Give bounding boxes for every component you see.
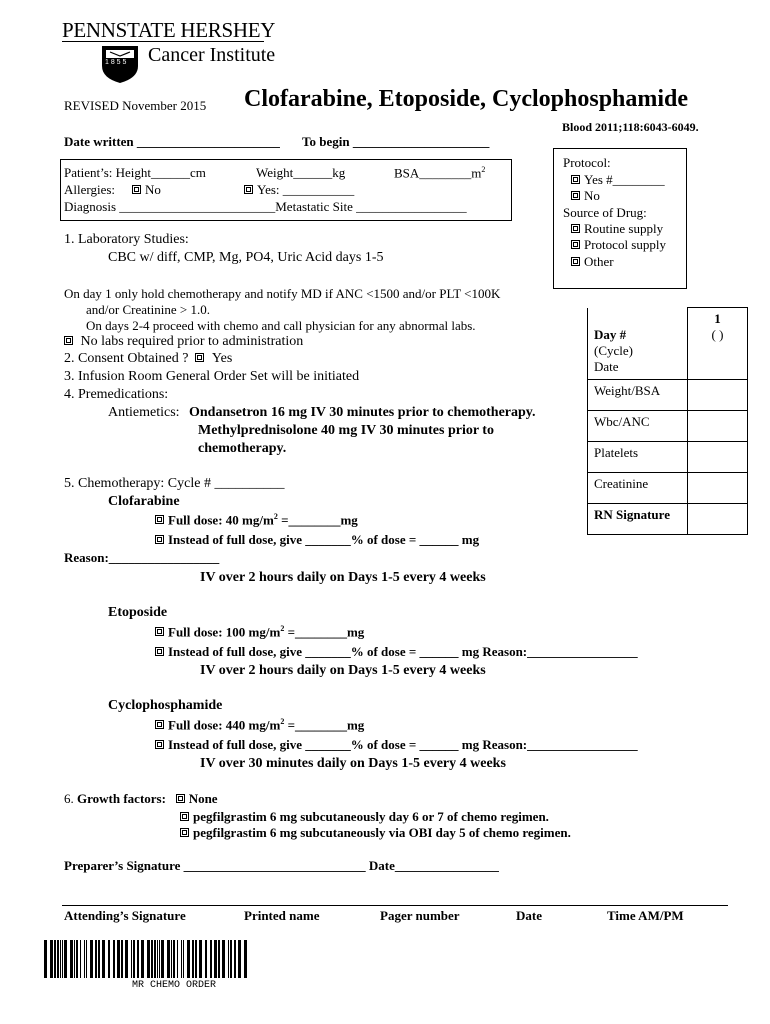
allergies-no-option[interactable]: [132, 182, 161, 198]
barcode-bar: [173, 940, 175, 978]
labs-hold-2: and/or Creatinine > 1.0.: [86, 302, 210, 317]
checkbox-icon[interactable]: [571, 240, 580, 249]
premed-line-3: chemotherapy.: [198, 441, 287, 456]
clofarabine-reason-field[interactable]: Reason:_________________: [64, 550, 220, 565]
page-title: Clofarabine, Etoposide, Cyclophosphamide: [244, 86, 689, 112]
barcode-bar: [137, 940, 139, 978]
protocol-label: Protocol:: [563, 155, 611, 170]
premed-line-1: Ondansetron 16 mg IV 30 minutes prior to chemotherapy.: [189, 405, 536, 420]
barcode-bar: [234, 940, 236, 978]
growth-none-label: None: [188, 791, 218, 806]
wbc-anc-row-label: Wbc/ANC: [588, 411, 688, 442]
barcode-bar: [161, 940, 164, 978]
source-protocol-label: Protocol supply: [584, 237, 666, 252]
checkbox-icon[interactable]: [195, 353, 204, 362]
diagnosis-field[interactable]: Diagnosis ________________________Metastatic Site _________________: [64, 199, 467, 214]
labs-heading: 1. Laboratory Studies:: [64, 232, 189, 247]
barcode-bar: [50, 940, 53, 978]
growth-number: 6.: [64, 791, 74, 806]
barcode-bar: [125, 940, 128, 978]
barcode-bar: [181, 940, 182, 978]
barcode-bar: [205, 940, 207, 978]
antiemetics-label: Antiemetics:: [108, 405, 180, 420]
checkbox-icon[interactable]: [571, 257, 580, 266]
dose-unit-sup: 2: [280, 624, 285, 633]
checkbox-icon[interactable]: [155, 627, 164, 636]
barcode-bar: [64, 940, 67, 978]
barcode-bar: [102, 940, 105, 978]
logo-rule: [62, 41, 264, 42]
barcode-bar: [86, 940, 87, 978]
barcode-bar: [90, 940, 93, 978]
barcode-bar: [177, 940, 178, 978]
premed-line-2: Methylprednisolone 40 mg IV 30 minutes prior to: [198, 423, 494, 438]
etoposide-instead-option[interactable]: [155, 644, 638, 660]
checkbox-icon[interactable]: [155, 647, 164, 656]
rn-signature-row-label: RN Signature: [588, 504, 688, 535]
no-labs-option[interactable]: [64, 334, 303, 350]
rn-signature-cell[interactable]: [688, 504, 748, 535]
source-other-option[interactable]: [571, 254, 614, 270]
source-routine-option[interactable]: [571, 221, 663, 237]
day-number-label: Day #: [594, 326, 627, 342]
date-row-label: Date: [594, 358, 619, 374]
allergies-label: Allergies:: [64, 182, 116, 197]
checkbox-icon[interactable]: [244, 185, 253, 194]
bsa-field[interactable]: [394, 165, 485, 181]
checkbox-icon[interactable]: [155, 740, 164, 749]
creatinine-cell[interactable]: [688, 473, 748, 504]
barcode-bar: [113, 940, 115, 978]
growth-option-2[interactable]: [180, 825, 571, 841]
barcode-bar: [151, 940, 153, 978]
barcode-bar: [121, 940, 123, 978]
clofarabine-full-dose-label: Full dose: 40 mg/m: [168, 512, 274, 528]
barcode-bar: [199, 940, 202, 978]
dose-unit-sup: 2: [280, 717, 285, 726]
consent-row: [64, 351, 232, 367]
barcode-bar: [159, 940, 160, 978]
protocol-no-option[interactable]: [571, 188, 600, 204]
barcode-bar: [238, 940, 241, 978]
cycle-label: (Cycle): [594, 342, 633, 358]
barcode-bar: [157, 940, 158, 978]
etoposide-full-dose-label: Full dose: 100 mg/m: [168, 624, 281, 640]
allergies-yes-option[interactable]: [244, 182, 354, 198]
barcode-bar: [108, 940, 110, 978]
day-1-cycle-blank: ( ): [711, 327, 724, 342]
chemo-heading: 5. Chemotherapy: Cycle # __________: [64, 476, 285, 491]
checkbox-icon[interactable]: [155, 720, 164, 729]
checkbox-icon[interactable]: [571, 175, 580, 184]
barcode-icon: [42, 940, 248, 984]
creatinine-row-label: Creatinine: [588, 473, 688, 504]
barcode-bar: [70, 940, 73, 978]
university-seal-icon: [100, 44, 140, 84]
protocol-yes-option[interactable]: [571, 172, 665, 188]
cyclophosphamide-dose-blank[interactable]: =________mg: [284, 717, 365, 733]
barcode-bar: [171, 940, 172, 978]
barcode-bar: [222, 940, 225, 978]
barcode-bar: [74, 940, 75, 978]
etoposide-dose-blank[interactable]: =________mg: [284, 624, 365, 640]
checkbox-icon[interactable]: [132, 185, 141, 194]
source-protocol-option[interactable]: [571, 237, 666, 253]
barcode-bar: [117, 940, 120, 978]
checkbox-icon[interactable]: [571, 191, 580, 200]
barcode-bar: [230, 940, 232, 978]
etoposide-admin: IV over 2 hours daily on Days 1-5 every 4 weeks: [200, 663, 486, 678]
date-written-field[interactable]: Date written ______________________: [64, 134, 280, 149]
weight-field[interactable]: Weight______kg: [256, 165, 346, 180]
source-other-label: Other: [584, 254, 614, 269]
cyclophosphamide-admin: IV over 30 minutes daily on Days 1-5 every 4 weeks: [200, 756, 506, 771]
barcode-bar: [214, 940, 217, 978]
barcode-bar: [44, 940, 47, 978]
day-cycle-header: [588, 308, 688, 380]
no-labs-label: No labs required prior to administration: [80, 334, 304, 349]
barcode-bar: [195, 940, 197, 978]
day-table: [587, 307, 748, 535]
barcode-bar: [133, 940, 135, 978]
platelets-cell[interactable]: [688, 442, 748, 473]
attending-signature-line: [62, 905, 728, 906]
growth-option-2-label: pegfilgrastim 6 mg subcutaneously via OBI day 5 of chemo regimen.: [193, 825, 571, 840]
barcode-bar: [183, 940, 184, 978]
checkbox-icon[interactable]: [64, 336, 73, 345]
labs-hold-3: On days 2-4 proceed with chemo and call physician for any abnormal labs.: [86, 318, 476, 333]
weight-bsa-cell[interactable]: [688, 380, 748, 411]
barcode-bar: [192, 940, 194, 978]
etoposide-full-dose-option[interactable]: [155, 624, 364, 640]
source-routine-label: Routine supply: [584, 221, 664, 236]
barcode-bar: [244, 940, 247, 978]
pager-number-label: Pager number: [380, 908, 460, 923]
citation: Blood 2011;118:6043-6049.: [562, 120, 699, 134]
premed-heading: 4. Premedications:: [64, 387, 169, 402]
barcode-bar: [76, 940, 78, 978]
checkbox-icon[interactable]: [180, 812, 189, 821]
cyclophosphamide-full-dose-option[interactable]: [155, 717, 364, 733]
barcode-bar: [218, 940, 220, 978]
clofarabine-admin: IV over 2 hours daily on Days 1-5 every 4 weeks: [200, 570, 486, 585]
barcode-bar: [141, 940, 144, 978]
checkbox-icon[interactable]: [571, 224, 580, 233]
barcode-bar: [62, 940, 63, 978]
preparer-signature-field[interactable]: Preparer’s Signature ____________________________ Date________________: [64, 858, 499, 873]
protocol-no-label: No: [584, 188, 600, 203]
drug-name-clofarabine: Clofarabine: [108, 494, 180, 509]
barcode-bar: [154, 940, 156, 978]
protocol-yes-label: Yes #________: [584, 172, 665, 187]
clofarabine-instead-option[interactable]: [155, 532, 479, 548]
bsa-label: BSA________m: [394, 165, 482, 181]
allergies-yes-label: Yes: ___________: [257, 182, 355, 197]
growth-label: Growth factors:: [77, 791, 166, 806]
barcode-bar: [228, 940, 229, 978]
dose-unit-sup: 2: [273, 512, 278, 521]
barcode-bar: [98, 940, 100, 978]
checkbox-icon[interactable]: [155, 535, 164, 544]
date-label: Date: [516, 908, 542, 923]
time-label: Time AM/PM: [607, 908, 684, 923]
cyclophosphamide-full-dose-label: Full dose: 440 mg/m: [168, 717, 281, 733]
barcode-bar: [80, 940, 81, 978]
attending-signature-label: Attending’s Signature: [64, 908, 186, 923]
infusion-order: 3. Infusion Room General Order Set will be initiated: [64, 369, 360, 384]
barcode-bar: [147, 940, 150, 978]
labs-tests: CBC w/ diff, CMP, Mg, PO4, Uric Acid days 1-5: [108, 250, 384, 265]
growth-option-1[interactable]: [180, 809, 549, 825]
barcode-bar: [95, 940, 97, 978]
drug-name-etoposide: Etoposide: [108, 605, 168, 620]
drug-name-cyclophosphamide: Cyclophosphamide: [108, 698, 223, 713]
allergies-no-label: No: [145, 182, 161, 197]
platelets-row-label: Platelets: [588, 442, 688, 473]
cyclophosphamide-instead-label: Instead of full dose, give _______% of dose = ______ mg Reason:_________________: [168, 737, 638, 752]
growth-factors-row: [64, 791, 218, 807]
to-begin-field[interactable]: To begin _____________________: [302, 134, 490, 149]
day-1-header[interactable]: [688, 308, 748, 380]
etoposide-instead-label: Instead of full dose, give _______% of dose = ______ mg Reason:_________________: [168, 644, 638, 659]
barcode-bar: [60, 940, 61, 978]
revised-date: REVISED November 2015: [64, 98, 207, 113]
barcode-bar: [167, 940, 170, 978]
growth-option-1-label: pegfilgrastim 6 mg subcutaneously day 6 or 7 of chemo regimen.: [193, 809, 549, 824]
barcode-bar: [84, 940, 85, 978]
barcode-label: MR CHEMO ORDER: [132, 980, 217, 991]
barcode-bar: [131, 940, 132, 978]
checkbox-icon[interactable]: [155, 515, 164, 524]
day-1-number: 1: [714, 311, 721, 326]
barcode-bar: [187, 940, 190, 978]
cyclophosphamide-instead-option[interactable]: [155, 737, 638, 753]
clofarabine-full-dose-option[interactable]: [155, 512, 358, 528]
checkbox-icon[interactable]: [176, 794, 185, 803]
consent-yes-label: Yes: [211, 351, 233, 366]
logo-wordmark: PENNSTATE HERSHEY: [62, 18, 276, 42]
barcode-bar: [57, 940, 59, 978]
labs-hold-1: On day 1 only hold chemotherapy and notify MD if ANC <1500 and/or PLT <100K: [64, 286, 501, 301]
consent-label: 2. Consent Obtained ?: [64, 351, 189, 366]
bsa-sup: 2: [481, 165, 486, 174]
barcode-bar: [210, 940, 212, 978]
clofarabine-instead-label: Instead of full dose, give _______% of dose = ______ mg: [168, 532, 480, 547]
printed-name-label: Printed name: [244, 908, 320, 923]
logo-subtitle: Cancer Institute: [148, 44, 276, 66]
checkbox-icon[interactable]: [180, 828, 189, 837]
wbc-anc-cell[interactable]: [688, 411, 748, 442]
clofarabine-dose-blank[interactable]: =________mg: [277, 512, 358, 528]
seal-year: 1 8 5 5: [105, 59, 127, 66]
source-label: Source of Drug:: [563, 205, 647, 220]
weight-bsa-row-label: Weight/BSA: [588, 380, 688, 411]
barcode-bar: [54, 940, 56, 978]
height-field[interactable]: Patient’s: Height______cm: [64, 165, 206, 180]
